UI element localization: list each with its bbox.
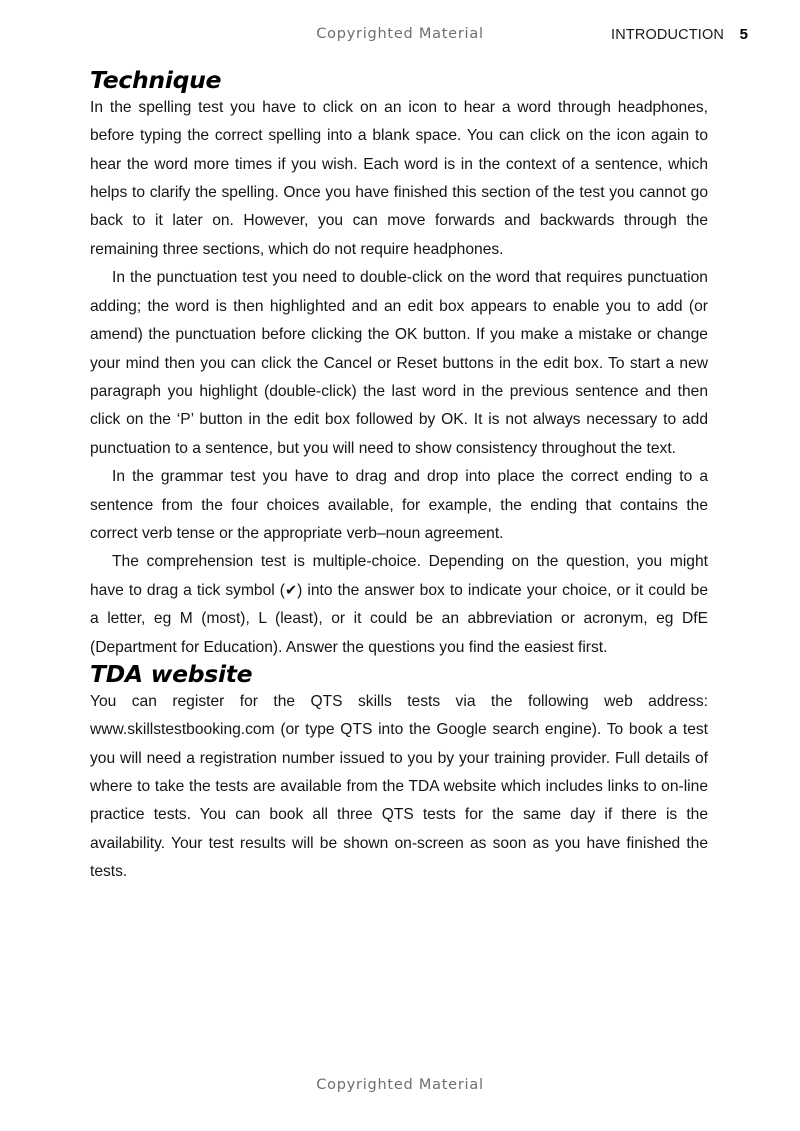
copyright-watermark-bottom: Copyrighted Material (316, 1077, 484, 1093)
tick-icon: ✔ (285, 582, 298, 599)
heading-tda-website: TDA website (90, 659, 253, 688)
chapter-label: INTRODUCTION (611, 27, 724, 43)
comprehension-text-after: ) into the answer box to indicate your choice, or it could be a letter, eg M (most), L (least), or it could be an abbreviation or acronym, eg DfE (Department for Education). Answer the questions you find the easiest first. (90, 581, 708, 656)
paragraph-comprehension-test (90, 548, 708, 662)
paragraph-tda-registration: You can register for the QTS skills tests via the following web address: www.skillstestbooking.com (or type QTS into the Google search engine). To book a test you will need a registration number issued to you by your training provider. Full details of where to take the tests are available from the TDA website which includes links to on-line practice tests. You can book all three QTS tests for the same day if there is the availability. Your test results will be shown on-screen as soon as you have finished the tests. (90, 692, 708, 881)
paragraph-punctuation-test: In the punctuation test you need to double-click on the word that requires punctuation adding; the word is then highlighted and an edit box appears to enable you to add (or amend) the punctuation before clicking the OK button. If you make a mistake or change your mind then you can click the Cancel or Reset buttons in the edit box. To start a new paragraph you highlight (double-click) the last word in the previous sentence and then click on the ‘P’ button in the edit box followed by OK. It is not always necessary to add punctuation to a sentence, but you will need to show consistency throughout the text. (90, 269, 708, 457)
running-head (0, 26, 800, 48)
heading-technique: Technique (90, 66, 222, 94)
page-number: 5 (739, 26, 748, 43)
text-column (90, 68, 708, 887)
paragraph-grammar-test: In the grammar test you have to drag and drop into place the correct ending to a sentence from the four choices available, for example, the ending that contains the correct verb tense or the appropriate verb–noun agreement. (90, 468, 708, 542)
comprehension-text-before: The comprehension test is multiple-choice. Depending on the question, you might have to drag a tick symbol ( (90, 553, 708, 599)
paragraph-spelling-test: In the spelling test you have to click on an icon to hear a word through headphones, before typing the correct spelling into a blank space. You can click on the icon again to hear the word more times if you wish. Each word is in the context of a sentence, which helps to clarify the spelling. Once you have finished this section of the test you cannot go back to it later on. However, you can move forwards and backwards through the remaining three sections, which do not require headphones. (90, 98, 708, 258)
copyright-watermark-top: Copyrighted Material (316, 26, 484, 42)
